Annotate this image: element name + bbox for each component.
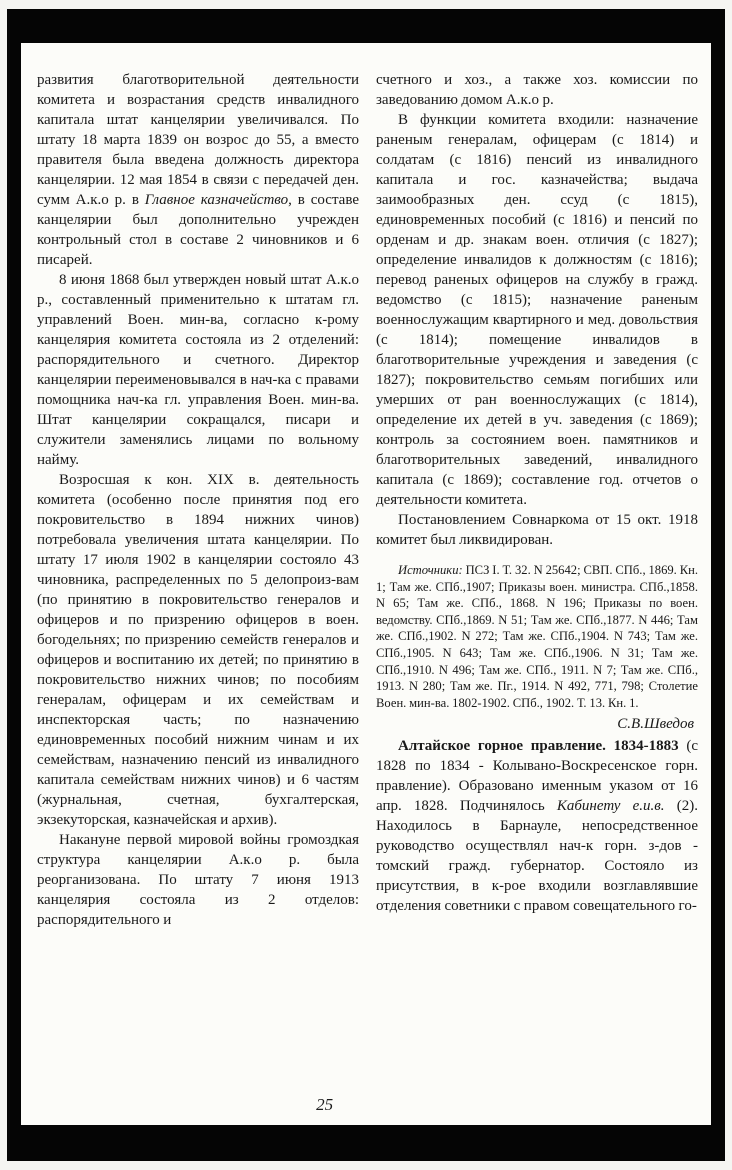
sources-paragraph (376, 562, 698, 711)
paragraph-text: развития благотворительной деятельности комитета и возрастания средств инвалидного капитала штат канцелярии увеличивался. По штату 18 марта 1839 он возрос до 55, а вместо правителя была введена должность директора канцелярии. 12 мая 1854 в связи с передачей ден. сумм А.к.о р. в (37, 72, 359, 208)
italic-term: Кабинету е.и.в. (556, 798, 665, 815)
paragraph-continuation: счетного и хоз., а также хоз. комиссии по заведованию домом А.к.о р. (376, 72, 698, 108)
entry-title: Алтайское горное правление. 1834-1883 (398, 738, 679, 755)
paragraph-continuation (37, 70, 359, 270)
page-number: 25 (316, 1095, 334, 1114)
paragraph: В функции комитета входили: назначение раненым генералам, офицерам (с 1814) и солдатам (с 1816) пенсий из инвалидного капитала и гос. казначейства; выдача заимообразных ден. ссуд (с 1815), единовременных пособий (с 1816) и пенсий по орденам и др. знакам воен. отличия (с 1827); определение инвалидов к должностям (с 1816); перевод раненых офицеров на службу в гражд. ведомство (с 1815); назначение раненым военнослужащим квартирного и мед. довольствия (с 1814); помещение инвалидов в благотворительные учреждения и заведения (с 1827); покровительство семьям погибших или умерших от ран военнослужащих (с 1814), определение их детей в уч. заведения (с 1869); контроль за состоянием воен. памятников и благотворительных заведений, инвалидного капитала (с 1869); составление год. отчетов о деятельности комитета. (376, 112, 698, 508)
paragraph: Постановлением Совнаркома от 15 окт. 1918 комитет был ликвидирован. (376, 512, 698, 548)
paragraph: Накануне первой мировой войны громоздкая структура канцелярии А.к.о р. была реорганизована. По штату 7 июня 1913 канцелярия состояла из 2 отделов: распорядительного и (37, 832, 359, 928)
italic-term: Главное казначейство (144, 192, 289, 208)
entry-text: (2). Находилось в Барнауле, непосредственное руководство осуществлял нач-к горн. з-дов - томский гражд. губернатор. Состояло из присутствия, в к-рое входили возглавлявшие отделения советники с правом совещательного го- (376, 798, 698, 915)
encyclopedia-entry (376, 736, 698, 916)
right-column (376, 70, 698, 1092)
scanned-book-page (21, 43, 711, 1125)
sources-text: ПСЗ I. Т. 32. N 25642; СВП. СПб., 1869. Кн. 1; Там же. СПб.,1907; Приказы воен. министра. СПб.,1858. N 65; Там же. СПб., 1868. N 196; Приказы по воен. ведомству. СПб.,1869. N 51; Там же. СПб.,1877. N 446; Там же. СПб.,1902. N 272; Там же. СПб.,1904. N 743; Там же. СПб.,1905. N 643; Там же. СПб.,1906. N 31; Там же. СПб.,1910. N 496; Там же. СПб., 1911. N 7; Там же. СПб., 1913. N 280; Там же. Пг., 1914. N 492, 771, 798; Столетие Воен. мин-ва. 1802-1902. СПб., 1902. Т. 13. Кн. 1. (376, 563, 698, 710)
paragraph-text: , в составе канцелярии был дополнительно учрежден контрольный стол в составе 2 чиновников и 6 писарей. (37, 192, 359, 268)
text-columns (21, 43, 711, 1092)
sources-label: Источники: (398, 563, 463, 577)
left-column (37, 70, 359, 1092)
author-signature: С.В.Шведов (617, 716, 694, 733)
paragraph: Возросшая к кон. XIX в. деятельность комитета (особенно после принятия под его покровительство в 1894 нижних чинов) потребовала увеличения штата канцелярии. По штату 17 июля 1902 в канцелярии состояло 43 чиновника, распределенных по 5 делопроиз-вам (по принятию в покровительство генералов и офицеров и по призрению офицеров в воен. богодельнях; по призрению семейств генералов и офицеров и воспитанию их детей; по принятию в покровительство нижних чинов; по пособиям генералам, офицерам и их семействам и инспекторская часть; по назначению единовременных пособий нижним чинам и их семействам, назначению пенсий из инвалидного капитала семействам нижних чинов) и 6 частям (журнальная, счетная, бухгалтерская, экзекуторская, казначейская и архив). (37, 472, 359, 828)
paragraph: 8 июня 1868 был утвержден новый штат А.к.о р., составленный применительно к штатам гл. управлений Воен. мин-ва, согласно к-рому канцелярия комитета состояла из 2 отделений: распорядительного и счетного. Директор канцелярии переименовывался в нач-ка с правами помощника нач-ка гл. управления Воен. мин-ва. Штат канцелярии сокращался, писари и служители заменялись лицами по вольному найму. (37, 272, 359, 468)
entry-text: (с 1828 по 1834 - Колывано-Воскресенское горн. правление). Образовано именным указом от 16 апр. 1828. Подчинялось (376, 738, 698, 815)
